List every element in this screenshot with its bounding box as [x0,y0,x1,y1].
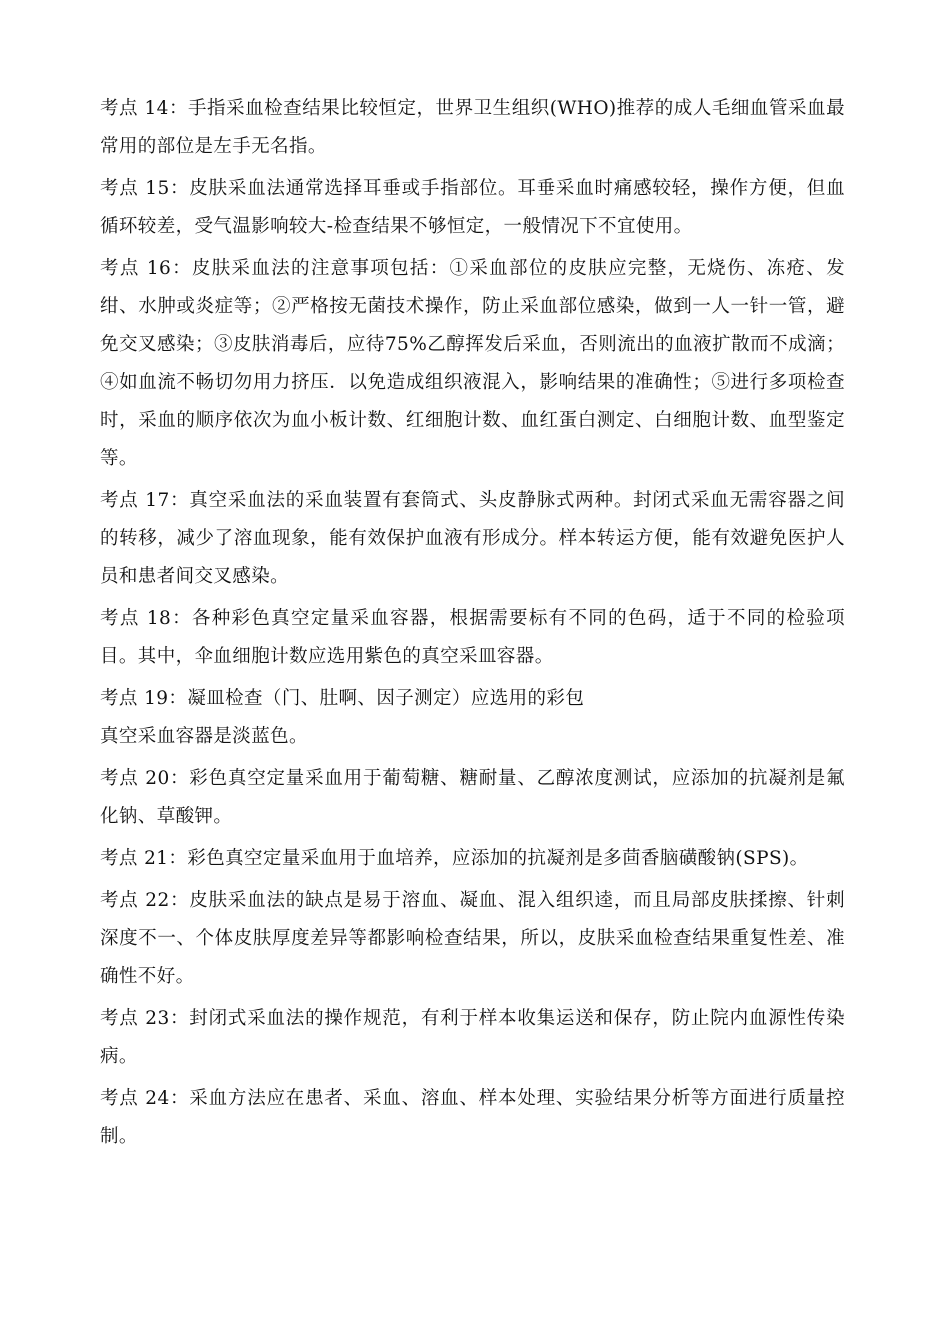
paragraph-kaodian-21: 考点 21：彩色真空定量采血用于血培养，应添加的抗凝剂是多茴香脑磺酸钠(SPS)。 [100,848,809,869]
paragraph-kaodian-15: 考点 15：皮肤采血法通常选择耳垂或手指部位。耳垂采血时痛感较轻，操作方便，但血循环较差，受气温影响较大-检查结果不够恒定，一般情况下不宜使用。 [100,178,845,237]
paragraph-kaodian-14: 考点 14：手指采血检查结果比较恒定，世界卫生组织(WHO)推荐的成人毛细血管采血最常用的部位是左手无名指。 [100,98,845,157]
document-body [100,90,845,1160]
paragraph-kaodian-17: 考点 17：真空采血法的采血装置有套筒式、头皮静脉式两种。封闭式采血无需容器之间的转移，减少了溶血现象，能有效保护血液有形成分。样本转运方便，能有效避免医护人员和患者间交叉感染。 [100,490,845,587]
paragraph-kaodian-16: 考点 16：皮肤采血法的注意事项包括：①采血部位的皮肤应完整，无烧伤、冻疮、发绀、水肿或炎症等；②严格按无菌技术操作，防止采血部位感染，做到一人一针一管，避免交叉感染；③皮肤消毒后，应待75%乙醇挥发后采血，否则流出的血液扩散而不成滴；④如血流不畅切勿用力挤压．以免造成组织液混入，影响结果的准确性；⑤进行多项检查时，采血的顺序依次为血小板计数、红细胞计数、血红蛋白测定、白细胞计数、血型鉴定等。 [100,258,845,469]
paragraph-kaodian-23: 考点 23：封闭式采血法的操作规范，有利于样本收集运送和保存，防止院内血源性传染病。 [100,1008,845,1067]
paragraph-kaodian-22: 考点 22：皮肤采血法的缺点是易于溶血、凝血、混入组织逵，而且局部皮肤揉擦、针刺深度不一、个体皮肤厚度差异等都影响检查结果，所以，皮肤采血检查结果重复性差、准确性不好。 [100,890,845,987]
paragraph-kaodian-19: 考点 19：凝皿检查（门、肚啊、因子测定）应选用的彩包 真空采血容器是淡蓝色。 [100,688,585,747]
paragraph-kaodian-18: 考点 18：各种彩色真空定量采血容器，根据需要标有不同的色码，适于不同的检验项目。其中，伞血细胞计数应选用紫色的真空采皿容器。 [100,608,845,667]
paragraph-kaodian-20: 考点 20：彩色真空定量采血用于葡萄糖、糖耐量、乙醇浓度测试，应添加的抗凝剂是氟化钠、草酸钾。 [100,768,845,827]
paragraph-kaodian-24: 考点 24：采血方法应在患者、采血、溶血、样本处理、实验结果分析等方面进行质量控制。 [100,1088,845,1147]
